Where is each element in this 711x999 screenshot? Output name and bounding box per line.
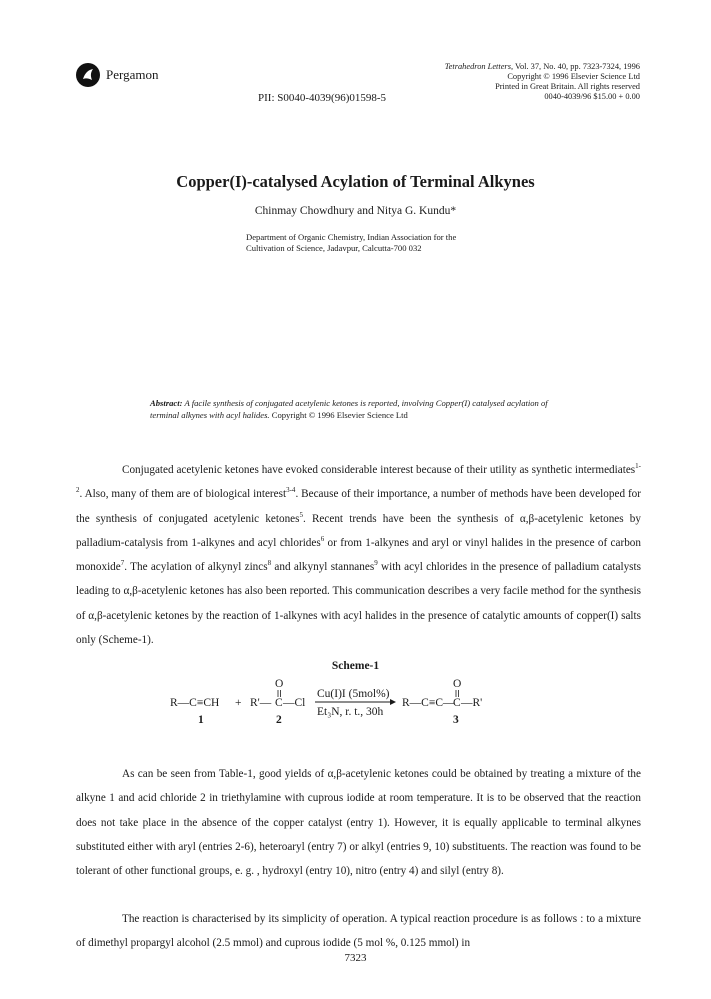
results-text: As can be seen from Table-1, good yields of α,β-acetylenic ketones could be obtained by treating a mixture of the alkyne 1 and acid chloride 2 in triethylamine with cuprous iodide at room temperature. It is to be observed that the reaction does not take place in the absence of the copper catalyst (entry 1). However, it is equally applicable to terminal alkynes substituted either with aryl (entries 2-6), heteroaryl (entry 7) or alkyl (entries 9, 10) substituents. The reaction was found to be tolerant of other functional groups, e. g. , hydroxyl (entry 10), nitro (entry 4) and silyl (entry 8). xyxy=(76,768,641,878)
abstract-copyright: Copyright © 1996 Elsevier Science Ltd xyxy=(269,409,408,420)
citation-superscript: 3-4 xyxy=(286,486,296,495)
page-number: 7323 xyxy=(344,952,367,964)
product-alkynyl: R—C≡C— xyxy=(402,697,455,709)
citation-superscript: 9 xyxy=(374,559,378,568)
price-line: 0040-4039/96 $15.00 + 0.00 xyxy=(544,92,640,101)
journal-reference xyxy=(445,62,640,102)
pii-identifier: PII: S0040-4039(96)01598-5 xyxy=(258,92,387,104)
pergamon-logo-icon xyxy=(76,63,100,87)
product-oxygen: O xyxy=(453,678,462,690)
author-list: Chinmay Chowdhury and Nitya G. Kundu* xyxy=(254,205,457,217)
product-r-group: —R' xyxy=(461,697,483,709)
intro-text: and alkynyl stannanes xyxy=(271,561,375,574)
abstract-text: A facile synthesis of conjugated acetylenic ketones is reported, involving Copper(I) catalysed acylation of terminal alkynes with acyl halides. xyxy=(150,398,548,420)
compound-number-1: 1 xyxy=(198,714,204,726)
paragraph-procedure xyxy=(76,907,641,956)
plus-sign: + xyxy=(235,697,242,709)
citation-superscript: 8 xyxy=(267,559,272,568)
compound-number-2: 2 xyxy=(276,714,282,726)
abstract xyxy=(150,398,570,421)
copyright-line: Copyright © 1996 Elsevier Science Ltd xyxy=(507,72,640,81)
citation-superscript: 1-2 xyxy=(76,462,641,495)
citation-superscript: 5 xyxy=(299,510,303,519)
abstract-label: Abstract: xyxy=(150,398,183,408)
intro-text: . Because of their importance, a number of methods have been developed for the synthesis of conjugated acetylenic ketones xyxy=(76,488,641,525)
reagent-catalyst: Cu(I)I (5mol%) xyxy=(317,688,390,700)
citation-superscript: 6 xyxy=(320,534,325,543)
publisher-name: Pergamon xyxy=(106,67,159,82)
intro-text: with acyl chlorides in the presence of palladium catalysts leading to α,β-acetylenic ketones has also been reported. This communication describes a very facile method for the synthesis of α,β-acetylenic ketones by the reaction of 1-alkynes with acyl halides in the presence of catalytic amounts of copper(I) salts only (Scheme-1). xyxy=(76,561,641,647)
intro-text: . Recent trends have been the synthesis of α,β-acetylenic ketones by palladium-catalysis from 1-alkynes and acyl chlorides xyxy=(76,512,641,549)
printed-line: Printed in Great Britain. All rights reserved xyxy=(495,82,640,91)
citation-superscript: 7 xyxy=(120,559,125,568)
affiliation: Department of Organic Chemistry, Indian Association for the Cultivation of Science, Jadavpur, Calcutta-700 032 xyxy=(246,232,457,253)
journal-citation xyxy=(445,62,640,72)
intro-text: . The acylation of alkynyl zincs xyxy=(124,561,268,574)
procedure-text: The reaction is characterised by its simplicity of operation. A typical reaction procedure is as follows : to a mixture of dimethyl propargyl alcohol (2.5 mmol) and cuprous iodide (5 mol %, 0.125 mmol) in xyxy=(76,913,641,950)
product-carbon: C xyxy=(453,697,461,709)
intro-text: Conjugated acetylenic ketones have evoked considerable interest because of their utility as synthetic intermediates xyxy=(122,464,636,476)
acyl-oxygen: O xyxy=(275,678,284,690)
reaction-scheme xyxy=(170,676,550,726)
arrow-head-icon xyxy=(390,699,396,705)
intro-text: . Also, many of them are of biological interest xyxy=(79,488,287,501)
compound-number-3: 3 xyxy=(453,714,459,726)
journal-volume: Vol. 37, No. 40, pp. 7323-7324, 1996 xyxy=(513,62,640,71)
intro-text: or from 1-alkynes and aryl or vinyl halides in the presence of carbon monoxide xyxy=(76,536,641,574)
acyl-chloride-cl: —Cl xyxy=(283,697,306,709)
paragraph-results xyxy=(76,762,641,883)
alkyne-formula: R—C≡CH xyxy=(170,697,220,709)
reagent-conditions: Et₃N, r. t., 30h xyxy=(317,706,384,718)
paragraph-intro xyxy=(76,458,641,652)
acyl-r-group: R'— xyxy=(250,697,272,709)
paper-title: Copper(I)-catalysed Acylation of Terminal Alkynes xyxy=(176,172,535,191)
acyl-carbon: C xyxy=(275,697,283,709)
scheme-label: Scheme-1 xyxy=(331,660,380,672)
journal-name: Tetrahedron Letters, xyxy=(444,62,514,71)
